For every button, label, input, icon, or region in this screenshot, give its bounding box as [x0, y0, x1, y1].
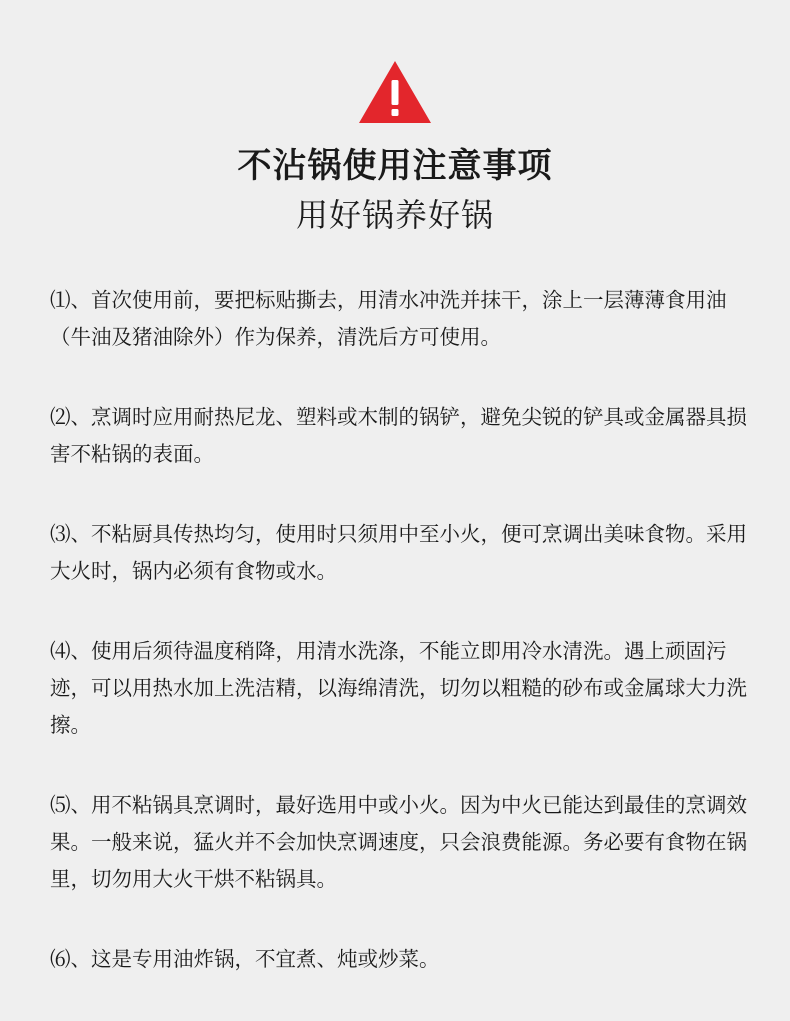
note-item-6: ⑹、这是专用油炸锅，不宜煮、炖或炒菜。 [50, 947, 440, 971]
note-item-1: ⑴、首次使用前，要把标贴撕去，用清水冲洗并抹干，涂上一层薄薄食用油（牛油及猪油除外）作为保养，清洗后方可使用。 [50, 288, 727, 349]
note-item-4: ⑷、使用后须待温度稍降，用清水洗涤，不能立即用冷水清洗。遇上顽固污迹，可以用热水加上洗洁精，以海绵清洗，切勿以粗糙的砂布或金属球大力洗擦。 [50, 639, 747, 737]
note-item-5: ⑸、用不粘锅具烹调时，最好选用中或小火。因为中火已能达到最佳的烹调效果。一般来说，猛火并不会加快烹调速度，只会浪费能源。务必要有食物在锅里，切勿用大火干烘不粘锅具。 [50, 793, 747, 891]
page-subtitle: 用好锅养好锅 [295, 196, 494, 234]
warning-exclamation-dot [392, 109, 399, 116]
note-item-3: ⑶、不粘厨具传热均匀，使用时只须用中至小火，便可烹调出美味食物。采用大火时，锅内必须有食物或水。 [50, 522, 747, 583]
notes-list [50, 282, 750, 1021]
note-item-2: ⑵、烹调时应用耐热尼龙、塑料或木制的锅铲，避免尖锐的铲具或金属器具损害不粘锅的表面。 [50, 405, 747, 466]
page-title: 不沾锅使用注意事项 [237, 146, 553, 186]
warning-icon [358, 60, 432, 124]
warning-exclamation-bar [392, 80, 399, 105]
